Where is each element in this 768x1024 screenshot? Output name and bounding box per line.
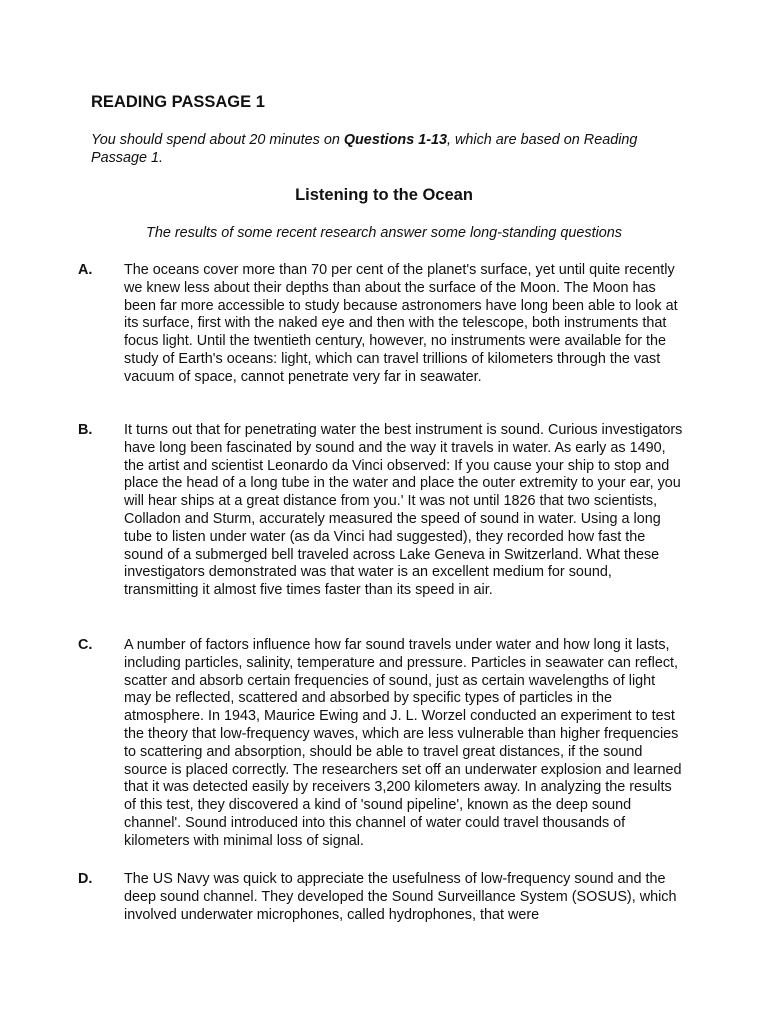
passage-title: Listening to the Ocean bbox=[295, 186, 473, 204]
paragraph-d bbox=[78, 871, 683, 924]
instructions bbox=[91, 131, 681, 167]
paragraph-c bbox=[78, 637, 683, 851]
paragraph-label: D. bbox=[78, 871, 93, 887]
passage-subtitle: The results of some recent research answer some long-standing questions bbox=[146, 225, 622, 241]
paragraph-text: A number of factors influence how far sound travels under water and how long it lasts, including particles, salinity, temperature and pressure. Particles in seawater can reflect, scatter and absorb certain frequencies of sound, just as certain wavelengths of light may be reflected, scattered and absorbed by specific types of particles in the atmosphere. In 1943, Maurice Ewing and J. L. Worzel conducted an experiment to test the theory that low-frequency waves, which are less vulnerable than higher frequencies to scattering and absorption, should be able to travel great distances, if the sound source is placed correctly. The researchers set off an underwater explosion and learned that it was detected easily by receivers 3,200 kilometers away. In analyzing the results of this test, they discovered a kind of 'sound pipeline', known as the deep sound channel'. Sound introduced into this channel of water could travel thousands of kilometers with minimal loss of signal. bbox=[124, 637, 682, 849]
paragraph-text: It turns out that for penetrating water the best instrument is sound. Curious investigators have long been fascinated by sound and the way it travels in water. As early as 1490, the artist and scientist Leonardo da Vinci observed: If you cause your ship to stop and place the head of a long tube in the water and place the outer extremity to your ear, you will hear ships at a great distance from you.' It was not until 1826 that two scientists, Colladon and Sturm, accurately measured the speed of sound in water. Using a long tube to listen under water (as da Vinci had suggested), they recorded how fast the sound of a submerged bell traveled across Lake Geneva in Switzerland. What these investigators demonstrated was that water is an excellent medium for sound, transmitting it almost five times faster than its speed in air. bbox=[124, 422, 683, 599]
instructions-suffix: , which are based on Reading Passage 1. bbox=[91, 132, 638, 166]
paragraph-label: A. bbox=[78, 262, 93, 278]
paragraph-a bbox=[78, 262, 683, 387]
paragraph-label: B. bbox=[78, 422, 93, 438]
instructions-questions: Questions 1-13 bbox=[343, 132, 447, 148]
paragraph-label: C. bbox=[78, 637, 93, 653]
paragraph-b bbox=[78, 422, 683, 600]
paragraph-text: The oceans cover more than 70 per cent of the planet's surface, yet until quite recently we knew less about their depths than about the surface of the Moon. The Moon has been far more accessible to study because astronomers have long been able to look at its surface, first with the naked eye and then with the telescope, both instruments that focus light. Until the twentieth century, however, no instruments were available for the study of Earth's oceans: light, which can travel trillions of kilometers through the vast vacuum of space, cannot penetrate very far in seawater. bbox=[124, 262, 678, 385]
section-heading: READING PASSAGE 1 bbox=[91, 93, 265, 111]
paragraph-text: The US Navy was quick to appreciate the usefulness of low-frequency sound and the deep sound channel. They developed the Sound Surveillance System (SOSUS), which involved underwater microphones, called hydrophones, that were bbox=[124, 871, 677, 923]
instructions-prefix: You should spend about 20 minutes on bbox=[91, 132, 344, 148]
